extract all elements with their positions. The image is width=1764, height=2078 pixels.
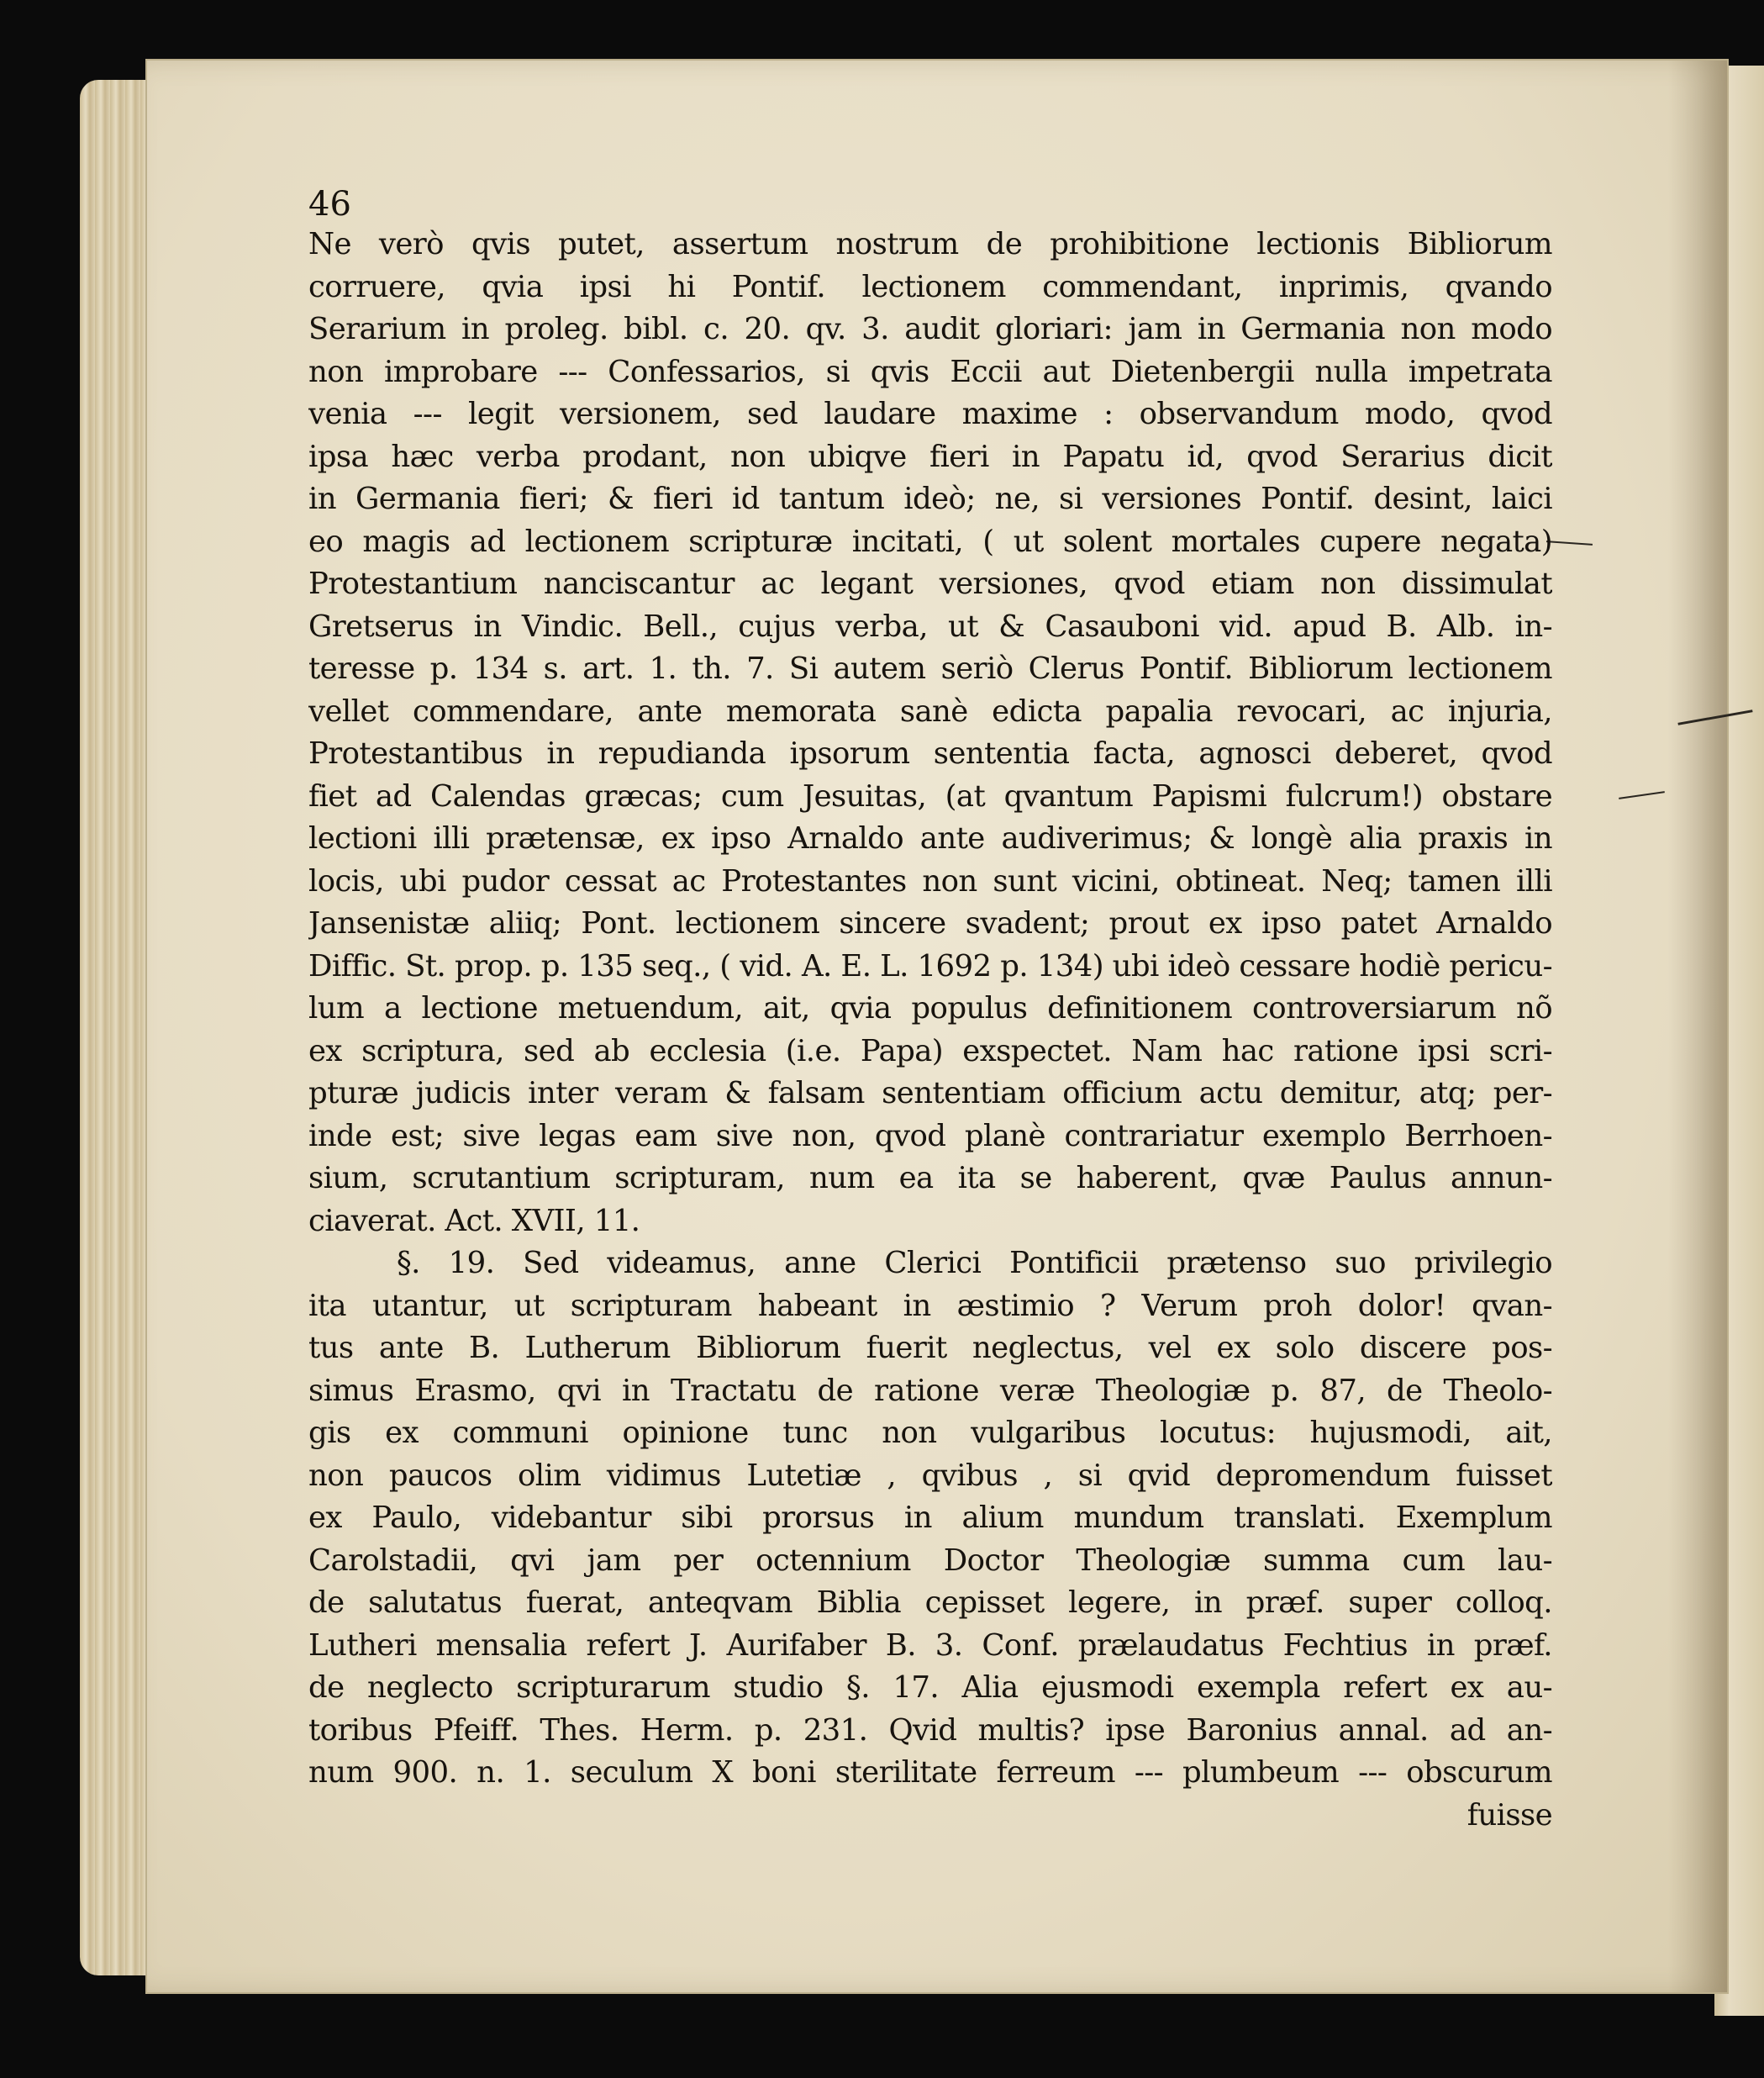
text-line: num 900. n. 1. seculum X boni sterilitate ferreum --- plumbeum --- obscurum — [308, 1755, 1552, 1790]
page-text — [308, 185, 1552, 1837]
text-line: Protestantibus in repudianda ipsorum sententia facta, agnosci deberet, qvod — [308, 736, 1552, 771]
text-line: ex scriptura, sed ab ecclesia (i.e. Papa) exspectet. Nam hac ratione ipsi scri- — [308, 1033, 1552, 1068]
page-number: 46 — [308, 185, 351, 224]
text-line: sium, scrutantium scripturam, num ea ita se haberent, qvæ Paulus annun- — [308, 1161, 1552, 1195]
page-gutter-shadow — [1668, 61, 1727, 1992]
text-line: lectioni illi prætensæ, ex ipso Arnaldo ante audiverimus; & longè alia praxis in — [308, 821, 1552, 856]
text-line: Diffic. St. prop. p. 135 seq., ( vid. A. E. L. 1692 p. 134) ubi ideò cessare hodiè pericu- — [308, 948, 1552, 984]
text-line: ita utantur, ut scripturam habeant in æstimio ? Verum proh dolor! qvan- — [308, 1288, 1552, 1323]
text-line: gis ex communi opinione tunc non vulgaribus locutus: hujusmodi, ait, — [308, 1416, 1552, 1450]
text-line: Jansenistæ aliiq; Pont. lectionem sincere svadent; prout ex ipso patet Arnaldo — [308, 906, 1552, 941]
paragraph-start-line: §. 19. Sed videamus, anne Clerici Pontificii prætenso suo privilegio — [397, 1246, 1552, 1280]
text-line: Gretserus in Vindic. Bell., cujus verba, ut & Casauboni vid. apud B. Alb. in- — [308, 609, 1552, 644]
text-line: Carolstadii, qvi jam per octennium Doctor Theologiæ summa cum lau- — [308, 1543, 1552, 1578]
catchword: fuisse — [1466, 1797, 1552, 1833]
text-line: fiet ad Calendas græcas; cum Jesuitas, (at qvantum Papismi fulcrum!) obstare — [308, 778, 1552, 814]
text-line: teresse p. 134 s. art. 1. th. 7. Si autem seriò Clerus Pontif. Bibliorum lectionem — [308, 651, 1552, 686]
text-line: inde est; sive legas eam sive non, qvod planè contrariatur exemplo Berrhoen- — [308, 1118, 1552, 1153]
text-line: Serarium in proleg. bibl. c. 20. qv. 3. audit gloriari: jam in Germania non modo — [308, 312, 1552, 346]
text-line: locis, ubi pudor cessat ac Protestantes non sunt vicini, obtineat. Neq; tamen illi — [308, 863, 1552, 899]
text-line: ciaverat. Act. XVII, 11. — [308, 1203, 640, 1238]
text-line: non improbare --- Confessarios, si qvis Eccii aut Dietenbergii nulla impetrata — [308, 354, 1552, 389]
text-line: corruere, qvia ipsi hi Pontif. lectionem commendant, inprimis, qvando — [308, 269, 1552, 304]
text-line: de salutatus fuerat, anteqvam Biblia cepisset legere, in præf. super colloq. — [308, 1585, 1552, 1620]
text-line: vellet commendare, ante memorata sanè edicta papalia revocari, ac injuria, — [308, 694, 1552, 729]
text-line: venia --- legit versionem, sed laudare maxime : observandum modo, qvod — [308, 397, 1552, 431]
text-line: toribus Pfeiff. Thes. Herm. p. 231. Qvid multis? ipse Baronius annal. ad an- — [308, 1712, 1552, 1748]
text-line: ex Paulo, videbantur sibi prorsus in alium mundum translati. Exemplum — [308, 1500, 1552, 1535]
text-line: ipsa hæc verba prodant, non ubiqve fieri in Papatu id, qvod Serarius dicit — [308, 439, 1552, 474]
text-line: tus ante B. Lutherum Bibliorum fuerit neglectus, vel ex solo discere pos- — [308, 1331, 1552, 1365]
text-line: in Germania fieri; & fieri id tantum ideò; ne, si versiones Pontif. desint, laici — [308, 482, 1552, 516]
text-line: eo magis ad lectionem scripturæ incitati, ( ut solent mortales cupere negata) — [308, 524, 1552, 559]
text-line: pturæ judicis inter veram & falsam sententiam officium actu demitur, atq; per- — [308, 1076, 1552, 1110]
text-line: simus Erasmo, qvi in Tractatu de ratione veræ Theologiæ p. 87, de Theolo- — [308, 1373, 1552, 1408]
text-line: non paucos olim vidimus Lutetiæ , qvibus , si qvid depromendum fuisset — [308, 1458, 1552, 1493]
text-line: Lutheri mensalia refert J. Aurifaber B. 3. Conf. prælaudatus Fechtius in præf. — [308, 1627, 1552, 1663]
text-line: lum a lectione metuendum, ait, qvia populus definitionem controversiarum nõ — [308, 991, 1552, 1026]
text-line: Ne verò qvis putet, assertum nostrum de prohibitione lectionis Bibliorum — [308, 227, 1552, 261]
text-line: Protestantium nanciscantur ac legant versiones, qvod etiam non dissimulat — [308, 567, 1552, 601]
text-line: de neglecto scripturarum studio §. 17. Alia ejusmodi exempla refert ex au- — [308, 1670, 1552, 1705]
